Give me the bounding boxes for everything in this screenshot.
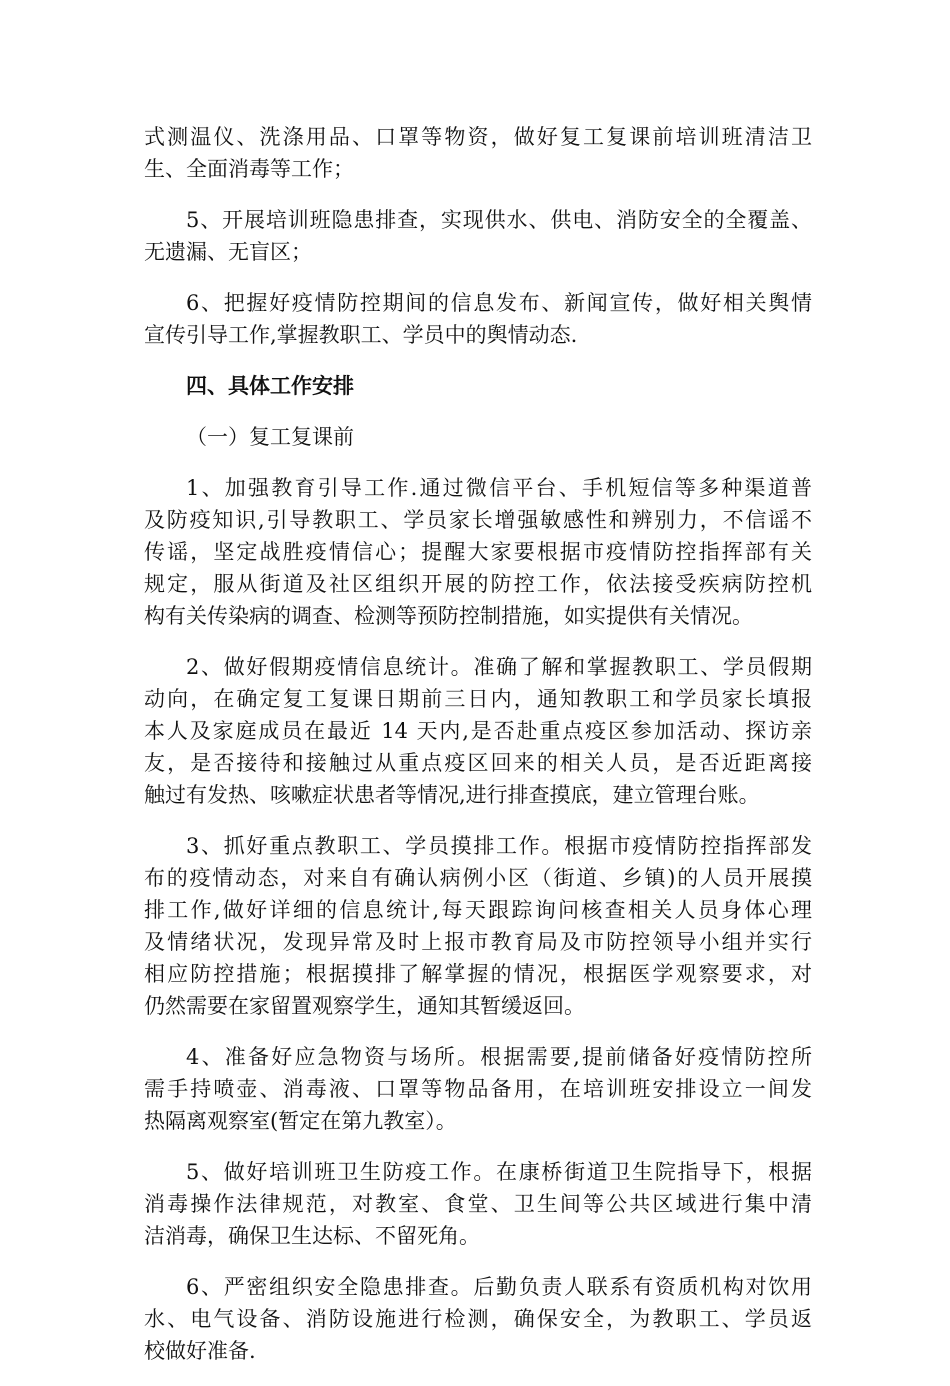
text-line: 触过有发热、咳嗽症状患者等情况,进行排查摸底，建立管理台账。 [144, 783, 760, 807]
document-page [144, 121, 812, 1386]
text-line: 宣传引导工作,掌握教职工、学员中的舆情动态. [144, 323, 578, 347]
text-line: 规定，服从街道及社区组织开展的防控工作，依法接受疾病防控机 [144, 572, 812, 596]
text-line: 布的疫情动态，对来自有确认病例小区（街道、乡镇)的人员开展摸 [144, 866, 812, 890]
text-line: 无遗漏、无盲区； [144, 240, 312, 264]
text-line: 1、加强教育引导工作.通过微信平台、手机短信等多种渠道普 [186, 476, 812, 500]
text-line: 6、严密组织安全隐患排查。后勤负责人联系有资质机构对饮用 [186, 1275, 812, 1299]
text-line: 4、准备好应急物资与场所。根据需要,提前储备好疫情防控所 [186, 1045, 812, 1069]
text-line: 友，是否接待和接触过从重点疫区回来的相关人员，是否近距离接 [144, 751, 812, 775]
text-line: 消毒操作法律规范，对教室、食堂、卫生间等公共区域进行集中清 [144, 1192, 812, 1216]
text-line: 及情绪状况，发现异常及时上报市教育局及市防控领导小组并实行 [144, 930, 812, 954]
text-line: 洁消毒，确保卫生达标、不留死角。 [144, 1224, 480, 1248]
paragraph [144, 121, 812, 185]
text-line: 5、做好培训班卫生防疫工作。在康桥街道卫生院指导下，根据 [186, 1160, 812, 1184]
text-line: 仍然需要在家留置观察学生，通知其暂缓返回。 [144, 994, 585, 1018]
text-line: 水、电气设备、消防设施进行检测，确保安全，为教职工、学员返 [144, 1307, 812, 1331]
text-line: 相应防控措施；根据摸排了解掌握的情况，根据医学观察要求，对 [144, 962, 812, 986]
text-line: 校做好准备. [144, 1339, 256, 1363]
text-line: 生、全面消毒等工作； [144, 157, 354, 181]
text-line: 热隔离观察室(暂定在第九教室）。 [144, 1109, 457, 1133]
paragraph [144, 1156, 812, 1252]
paragraph [144, 1041, 812, 1137]
text-line: 式测温仪、洗涤用品、口罩等物资，做好复工复课前培训班清洁卫 [144, 125, 812, 149]
text-line: 构有关传染病的调查、检测等预防控制措施，如实提供有关情况。 [144, 604, 753, 628]
text-line: 6、把握好疫情防控期间的信息发布、新闻宣传，做好相关舆情 [186, 291, 812, 315]
text-line: 3、抓好重点教职工、学员摸排工作。根据市疫情防控指挥部发 [186, 834, 812, 858]
text-line: 动向，在确定复工复课日期前三日内，通知教职工和学员家长填报 [144, 687, 812, 711]
section-heading: 四、具体工作安排 [186, 373, 354, 398]
paragraph [144, 204, 812, 268]
text-line: 2、做好假期疫情信息统计。准确了解和掌握教职工、学员假期 [186, 655, 812, 679]
paragraph [144, 830, 812, 1022]
text-line: 5、开展培训班隐患排查，实现供水、供电、消防安全的全覆盖、 [186, 208, 812, 232]
text-line: 及防疫知识,引导教职工、学员家长增强敏感性和辨别力，不信谣不 [144, 508, 812, 532]
subsection-heading: （一）复工复课前 [186, 425, 354, 449]
text-line: 传谣，坚定战胜疫情信心；提醒大家要根据市疫情防控指挥部有关 [144, 540, 812, 564]
paragraph [144, 287, 812, 351]
text-line: 需手持喷壶、消毒液、口罩等物品备用，在培训班安排设立一间发 [144, 1077, 812, 1101]
text-line: 本人及家庭成员在最近 14 天内,是否赴重点疫区参加活动、探访亲 [144, 719, 812, 743]
paragraph [144, 651, 812, 811]
paragraph [144, 472, 812, 632]
paragraph [144, 1271, 812, 1367]
text-line: 排工作,做好详细的信息统计,每天跟踪询问核查相关人员身体心理 [144, 898, 812, 922]
